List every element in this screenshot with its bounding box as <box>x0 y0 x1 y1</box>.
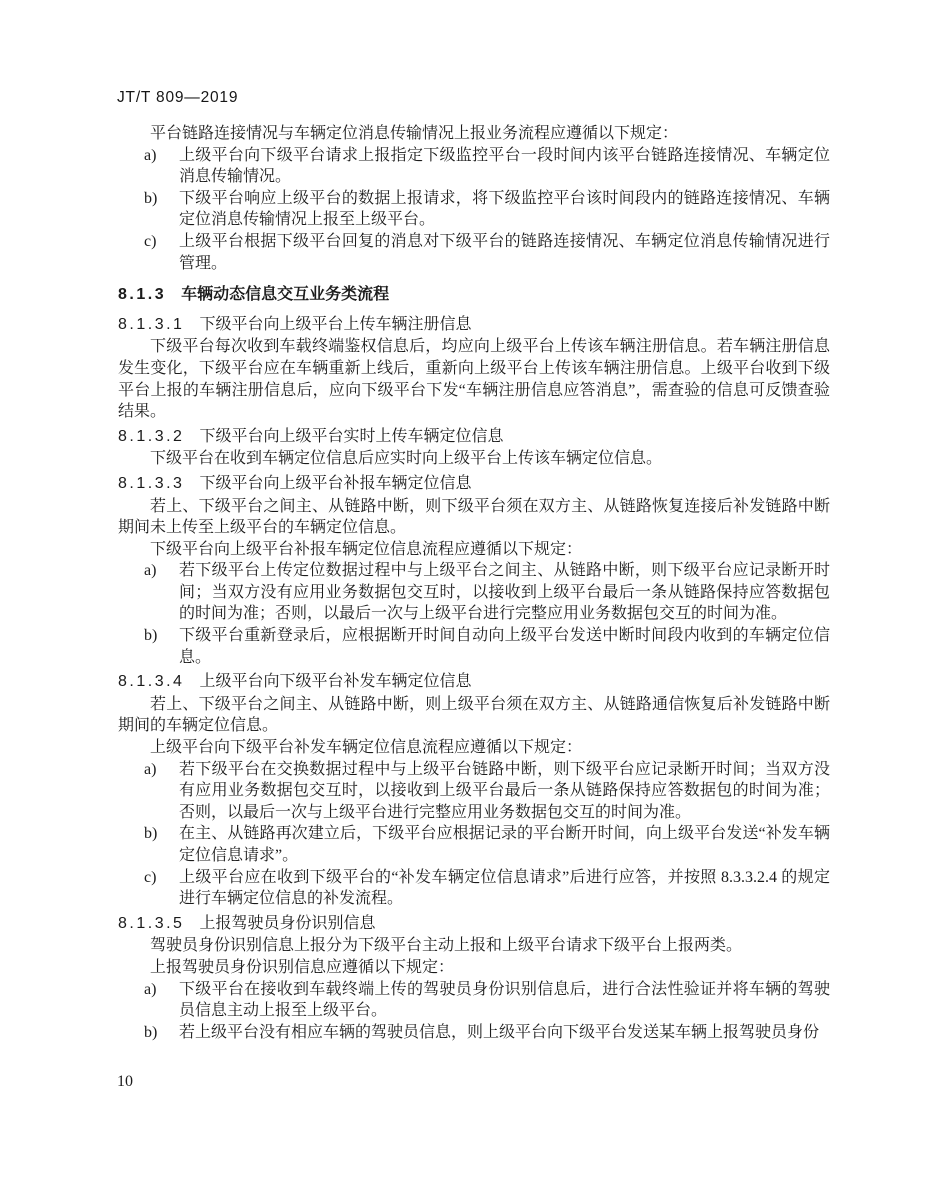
lettered-list-driver-id <box>118 979 830 1044</box>
paragraph-driver-id-lead-in: 上报驾驶员身份识别信息应遵循以下规定： <box>150 958 455 976</box>
section-heading-8-1-3-5 <box>118 913 830 935</box>
list-marker: a) <box>144 980 157 998</box>
list-marker: a) <box>144 562 157 580</box>
list-item-c <box>118 867 830 910</box>
list-item-text: 上级平台向下级平台请求上报指定下级监控平台一段时间内该平台链路连接情况、车辆定位消息传输情况。 <box>179 146 830 186</box>
list-marker: b) <box>144 189 158 207</box>
list-item-text: 下级平台响应上级平台的数据上报请求，将下级监控平台该时间段内的链路连接情况、车辆定位消息传输情况上报至上级平台。 <box>179 189 830 229</box>
list-item-b <box>118 823 830 866</box>
list-item-b <box>118 625 830 668</box>
list-item-b <box>118 188 830 231</box>
list-item-a <box>118 759 830 824</box>
clause-title: 上报驾驶员身份识别信息 <box>199 914 376 932</box>
lettered-list-link-status <box>118 145 830 275</box>
list-marker: c) <box>144 232 157 250</box>
paragraph-lead-in: 平台链路连接情况与车辆定位消息传输情况上报业务流程应遵循以下规定： <box>150 125 679 142</box>
clause-title: 上级平台向下级平台补发车辆定位信息 <box>199 673 472 691</box>
clause-number: 8.1.3.4 <box>118 673 185 691</box>
clause-title: 下级平台向上级平台补报车辆定位信息 <box>199 474 472 492</box>
list-item-text: 下级平台重新登录后，应根据断开时间自动向上级平台发送中断时间段内收到的车辆定位信息。 <box>179 627 830 666</box>
list-item-text: 上级平台应在收到下级平台的“补发车辆定位信息请求”后进行应答，并按照 8.3.3.2.4 的规定进行车辆定位信息的补发流程。 <box>179 868 830 908</box>
clause-number: 8.1.3.5 <box>118 914 185 932</box>
clause-title: 下级平台向上级平台上传车辆注册信息 <box>199 315 472 333</box>
paragraph-upper-link-interrupt: 若上、下级平台之间主、从链路中断，则上级平台须在双方主、从链路通信恢复后补发链路中断期间的车辆定位信息。 <box>118 695 830 735</box>
list-item-text: 若下级平台上传定位数据过程中与上级平台之间主、从链路中断，则下级平台应记录断开时间；当双方没有应用业务数据包交互时，以接收到上级平台最后一条从链路保持应答数据包的时间为准；否则，以最后一次与上级平台进行完整应用业务数据包交互的时间为准。 <box>179 562 830 623</box>
clause-title: 车辆动态信息交互业务类流程 <box>181 286 390 304</box>
clause-number: 8.1.3.2 <box>118 427 185 445</box>
section-heading-8-1-3-4 <box>118 671 830 693</box>
clause-number: 8.1.3.3 <box>118 474 185 492</box>
paragraph-realtime-upload: 下级平台在收到车辆定位信息后应实时向上级平台上传该车辆定位信息。 <box>150 450 663 468</box>
list-item-text: 下级平台在接收到车载终端上传的驾驶员身份识别信息后，进行合法性验证并将车辆的驾驶员信息主动上报至上级平台。 <box>179 980 830 1020</box>
list-marker: c) <box>144 868 157 886</box>
list-marker: b) <box>144 627 158 645</box>
list-item-a <box>118 979 830 1022</box>
page-body <box>118 123 830 1043</box>
running-header: JT/T 809—2019 <box>117 89 239 106</box>
list-item-a <box>118 560 830 625</box>
paragraph-driver-id-types: 驾驶员身份识别信息上报分为下级平台主动上报和上级平台请求下级平台上报两类。 <box>150 937 743 955</box>
list-marker: a) <box>144 146 157 164</box>
clause-number: 8.1.3 <box>118 286 167 304</box>
list-item-text: 若上级平台没有相应车辆的驾驶员信息，则上级平台向下级平台发送某车辆上报驾驶员身份 <box>179 1023 820 1041</box>
section-heading-8-1-3-3 <box>118 473 830 495</box>
clause-title: 下级平台向上级平台实时上传车辆定位信息 <box>199 427 504 445</box>
section-heading-8-1-3-1 <box>118 314 830 336</box>
lettered-list-resend-position <box>118 759 830 910</box>
paragraph-supplement-lead-in: 下级平台向上级平台补报车辆定位信息流程应遵循以下规定： <box>150 540 583 558</box>
paragraph-vehicle-registration: 下级平台每次收到车载终端鉴权信息后，均应向上级平台上传该车辆注册信息。若车辆注册信息发生变化，下级平台应在车辆重新上线后，重新向上级平台上传该车辆注册信息。上级平台收到下级平台上报的车辆注册信息后，应向下级平台下发“车辆注册信息应答消息”，需查验的信息可反馈查验结果。 <box>118 338 830 421</box>
page-number: 10 <box>117 1073 133 1090</box>
paragraph-resend-lead-in: 上级平台向下级平台补发车辆定位信息流程应遵循以下规定： <box>150 739 583 757</box>
list-marker: b) <box>144 1023 158 1041</box>
list-item-text: 若下级平台在交换数据过程中与上级平台链路中断，则下级平台应记录断开时间；当双方没有应用业务数据包交互时，以接收到上级平台最后一条从链路保持应答数据包的时间为准；否则，以最后一次与上级平台进行完整应用业务数据包交互的时间为准。 <box>179 760 830 821</box>
section-heading-8-1-3 <box>118 284 830 306</box>
list-marker: b) <box>144 825 158 843</box>
clause-number: 8.1.3.1 <box>118 315 185 333</box>
list-item-a <box>118 145 830 188</box>
list-item-c <box>118 231 830 274</box>
paragraph-link-interrupt: 若上、下级平台之间主、从链路中断，则下级平台须在双方主、从链路恢复连接后补发链路中断期间未上传至上级平台的车辆定位信息。 <box>118 497 830 537</box>
list-item-text: 在主、从链路再次建立后，下级平台应根据记录的平台断开时间，向上级平台发送“补发车辆定位信息请求”。 <box>179 825 830 864</box>
section-heading-8-1-3-2 <box>118 426 830 448</box>
list-item-b <box>118 1022 830 1044</box>
list-marker: a) <box>144 760 157 778</box>
lettered-list-supplement-report <box>118 560 830 668</box>
list-item-text: 上级平台根据下级平台回复的消息对下级平台的链路连接情况、车辆定位消息传输情况进行管理。 <box>179 232 830 272</box>
